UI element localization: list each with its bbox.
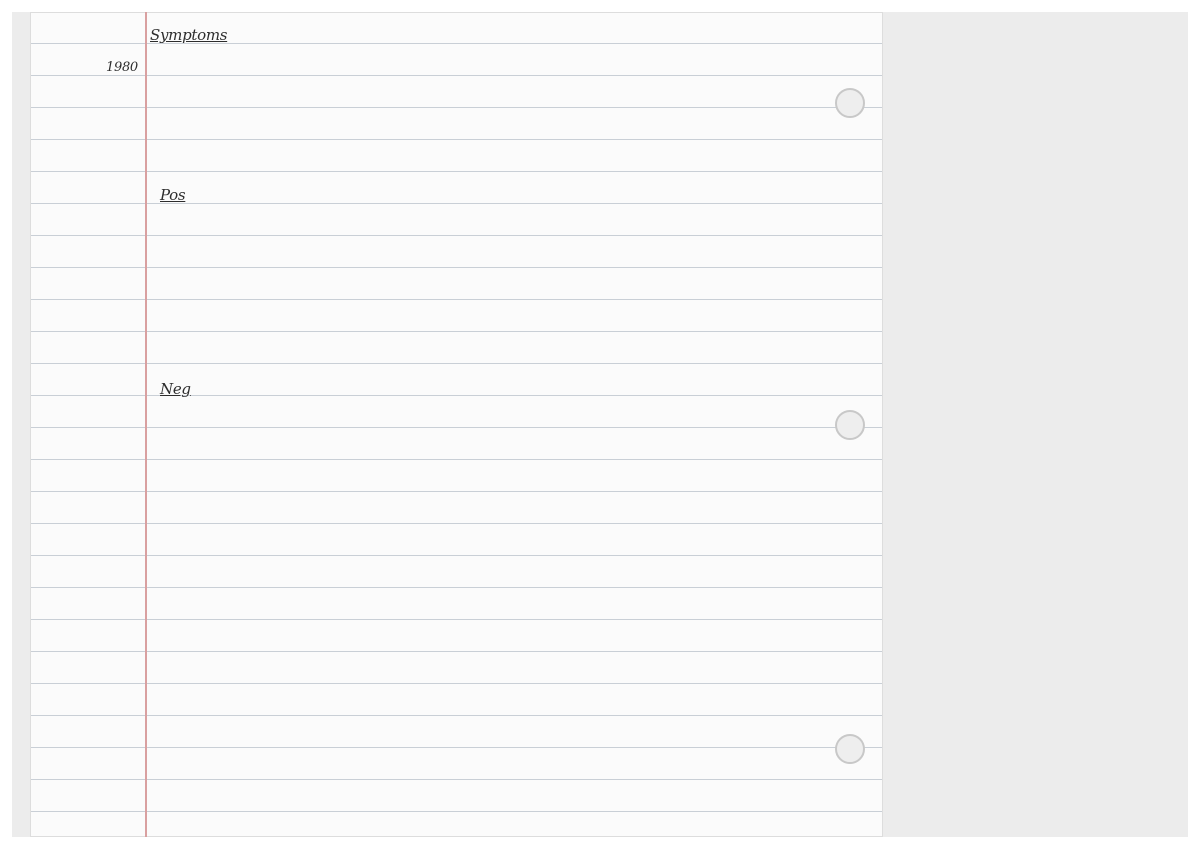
binder-hole <box>835 410 865 440</box>
pos-heading: Pos <box>160 186 186 204</box>
scanned-page <box>12 12 1188 837</box>
binder-hole <box>835 88 865 118</box>
binder-hole <box>835 734 865 764</box>
symptoms-heading: Symptoms <box>150 26 228 44</box>
neg-heading: Neg <box>160 380 191 398</box>
lined-notebook-paper <box>30 12 883 837</box>
year-1980: 1980 <box>106 60 138 75</box>
margin-line <box>145 12 147 837</box>
